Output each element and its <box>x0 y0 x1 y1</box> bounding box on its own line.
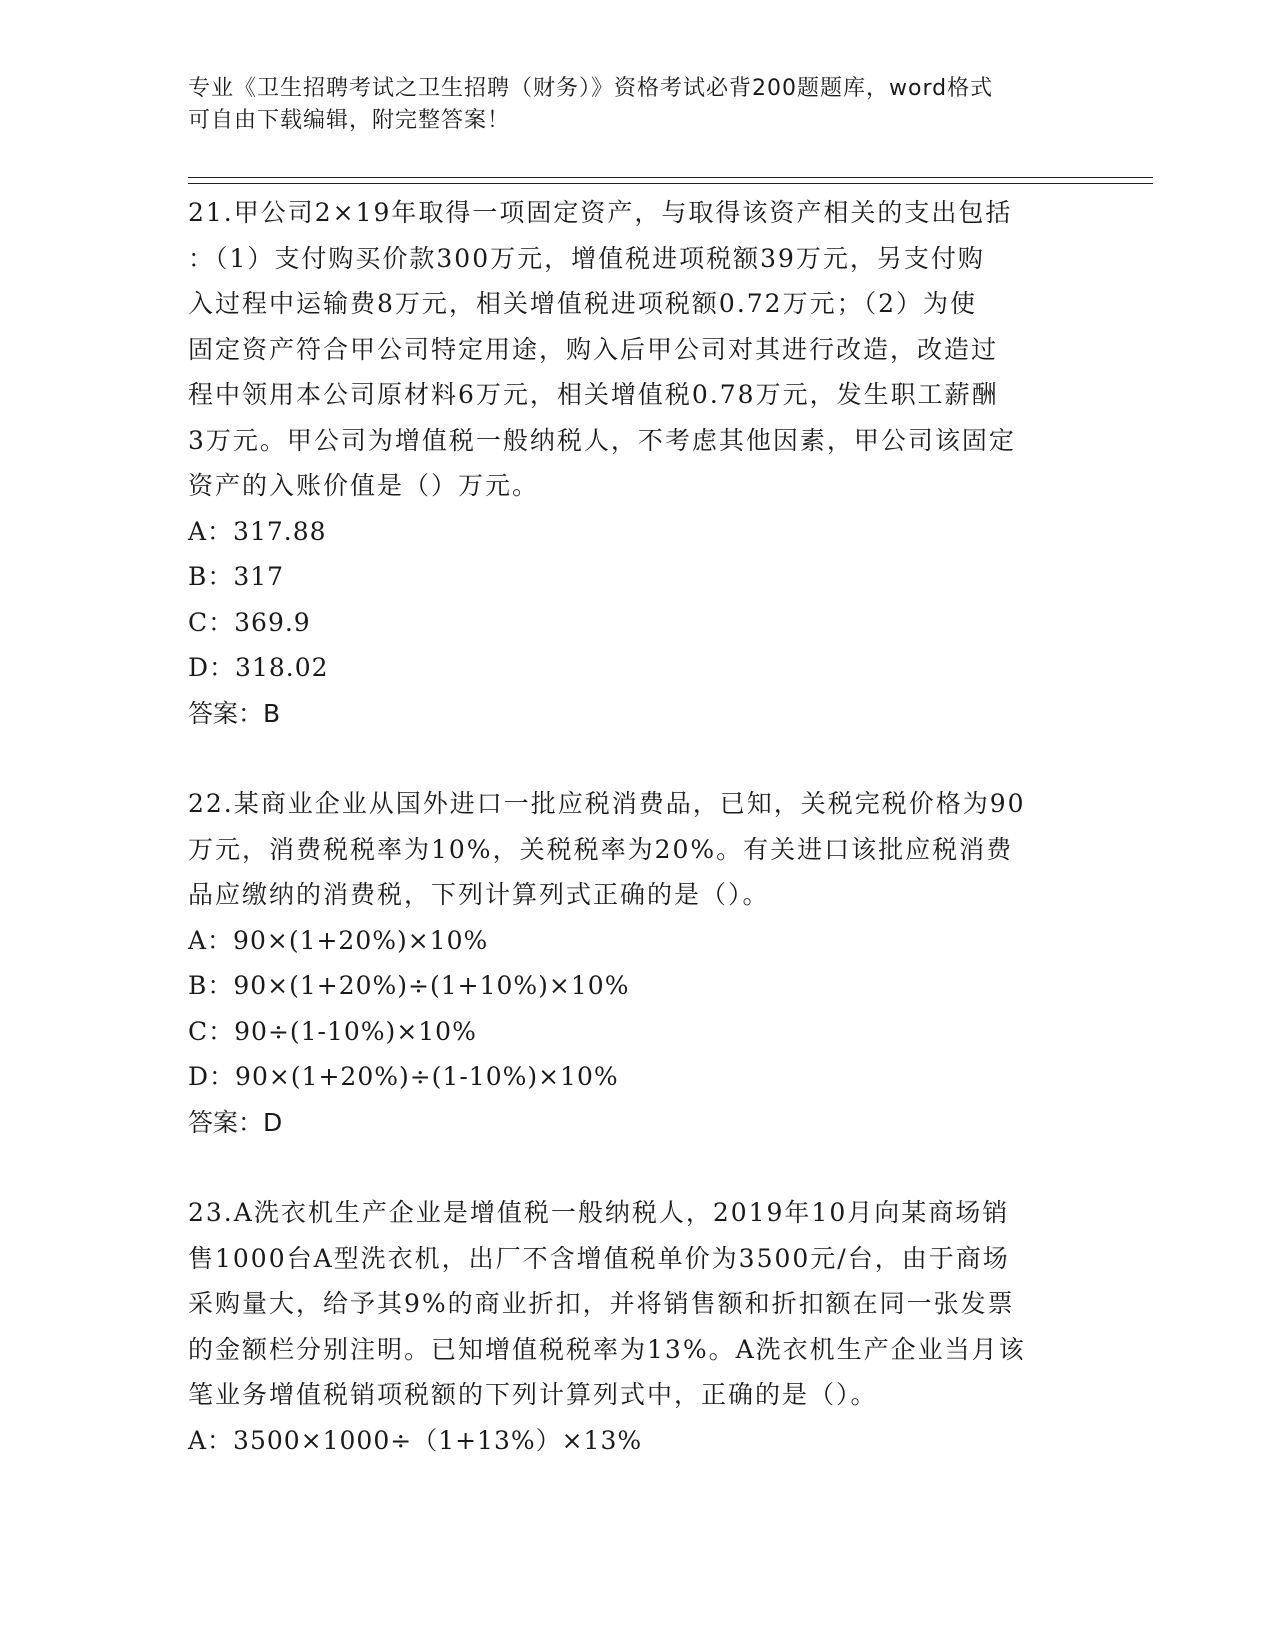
question-text-line: 品应缴纳的消费税，下列计算列式正确的是（）。 <box>188 880 770 909</box>
question-text-line: 资产的入账价值是（）万元。 <box>188 471 540 500</box>
question-text-line: 22.某商业企业从国外进口一批应税消费品，已知，关税完税价格为90 <box>188 789 1026 818</box>
option-c: C：90÷(1-10%)×10% <box>188 1016 477 1046</box>
question-text-line: 采购量大，给予其9%的商业折扣，并将销售额和折扣额在同一张发票 <box>188 1289 1015 1318</box>
header-line: 专业《卫生招聘考试之卫生招聘（财务）》资格考试必背200题题库，word格式 <box>188 76 994 101</box>
answer-label: 答案：D <box>188 1107 283 1137</box>
option-b: B：90×(1+20%)÷(1+10%)×10% <box>188 971 630 1000</box>
spacer <box>188 736 1088 781</box>
document-header <box>188 73 1088 137</box>
answer-label: 答案：B <box>188 698 281 728</box>
question-22 <box>188 781 1088 1145</box>
option-a: A：317.88 <box>188 516 327 546</box>
option-a: A：90×(1+20%)×10% <box>188 925 489 955</box>
option-a: A：3500×1000÷（1+13%）×13% <box>188 1425 643 1455</box>
spacer <box>188 1145 1088 1190</box>
question-text-line: 万元，消费税税率为10%，关税税率为20%。有关进口该批应税消费 <box>188 834 1014 864</box>
question-text-line: 23.A洗衣机生产企业是增值税一般纳税人，2019年10月向某商场销 <box>188 1198 1010 1227</box>
option-d: D：318.02 <box>188 653 329 682</box>
header-divider <box>188 183 1153 184</box>
option-b: B：317 <box>188 562 285 591</box>
option-d: D：90×(1+20%)÷(1-10%)×10% <box>188 1062 619 1091</box>
question-23 <box>188 1190 1088 1463</box>
question-text-line: ：（1）支付购买价款300万元，增值税进项税额39万元，另支付购 <box>188 243 985 273</box>
question-21 <box>188 190 1088 736</box>
question-text-line: 笔业务增值税销项税额的下列计算列式中，正确的是（）。 <box>188 1380 878 1409</box>
header-divider <box>188 177 1153 178</box>
question-text-line: 程中领用本公司原材料6万元，相关增值税0.78万元，发生职工薪酬 <box>188 380 999 409</box>
question-list <box>188 190 1088 1463</box>
question-text-line: 售1000台A型洗衣机，出厂不含增值税单价为3500元/台，由于商场 <box>188 1243 1010 1273</box>
question-text-line: 21.甲公司2×19年取得一项固定资产，与取得该资产相关的支出包括 <box>188 198 1013 227</box>
question-text-line: 入过程中运输费8万元，相关增值税进项税额0.72万元；（2）为使 <box>188 289 977 318</box>
question-text-line: 的金额栏分别注明。已知增值税税率为13%。A洗衣机生产企业当月该 <box>188 1334 1026 1364</box>
header-line: 可自由下载编辑，附完整答案！ <box>188 108 511 133</box>
question-text-line: 3万元。甲公司为增值税一般纳税人，不考虑其他因素，甲公司该固定 <box>188 425 1016 455</box>
question-text-line: 固定资产符合甲公司特定用途，购入后甲公司对其进行改造，改造过 <box>188 334 999 364</box>
option-c: C：369.9 <box>188 607 311 637</box>
